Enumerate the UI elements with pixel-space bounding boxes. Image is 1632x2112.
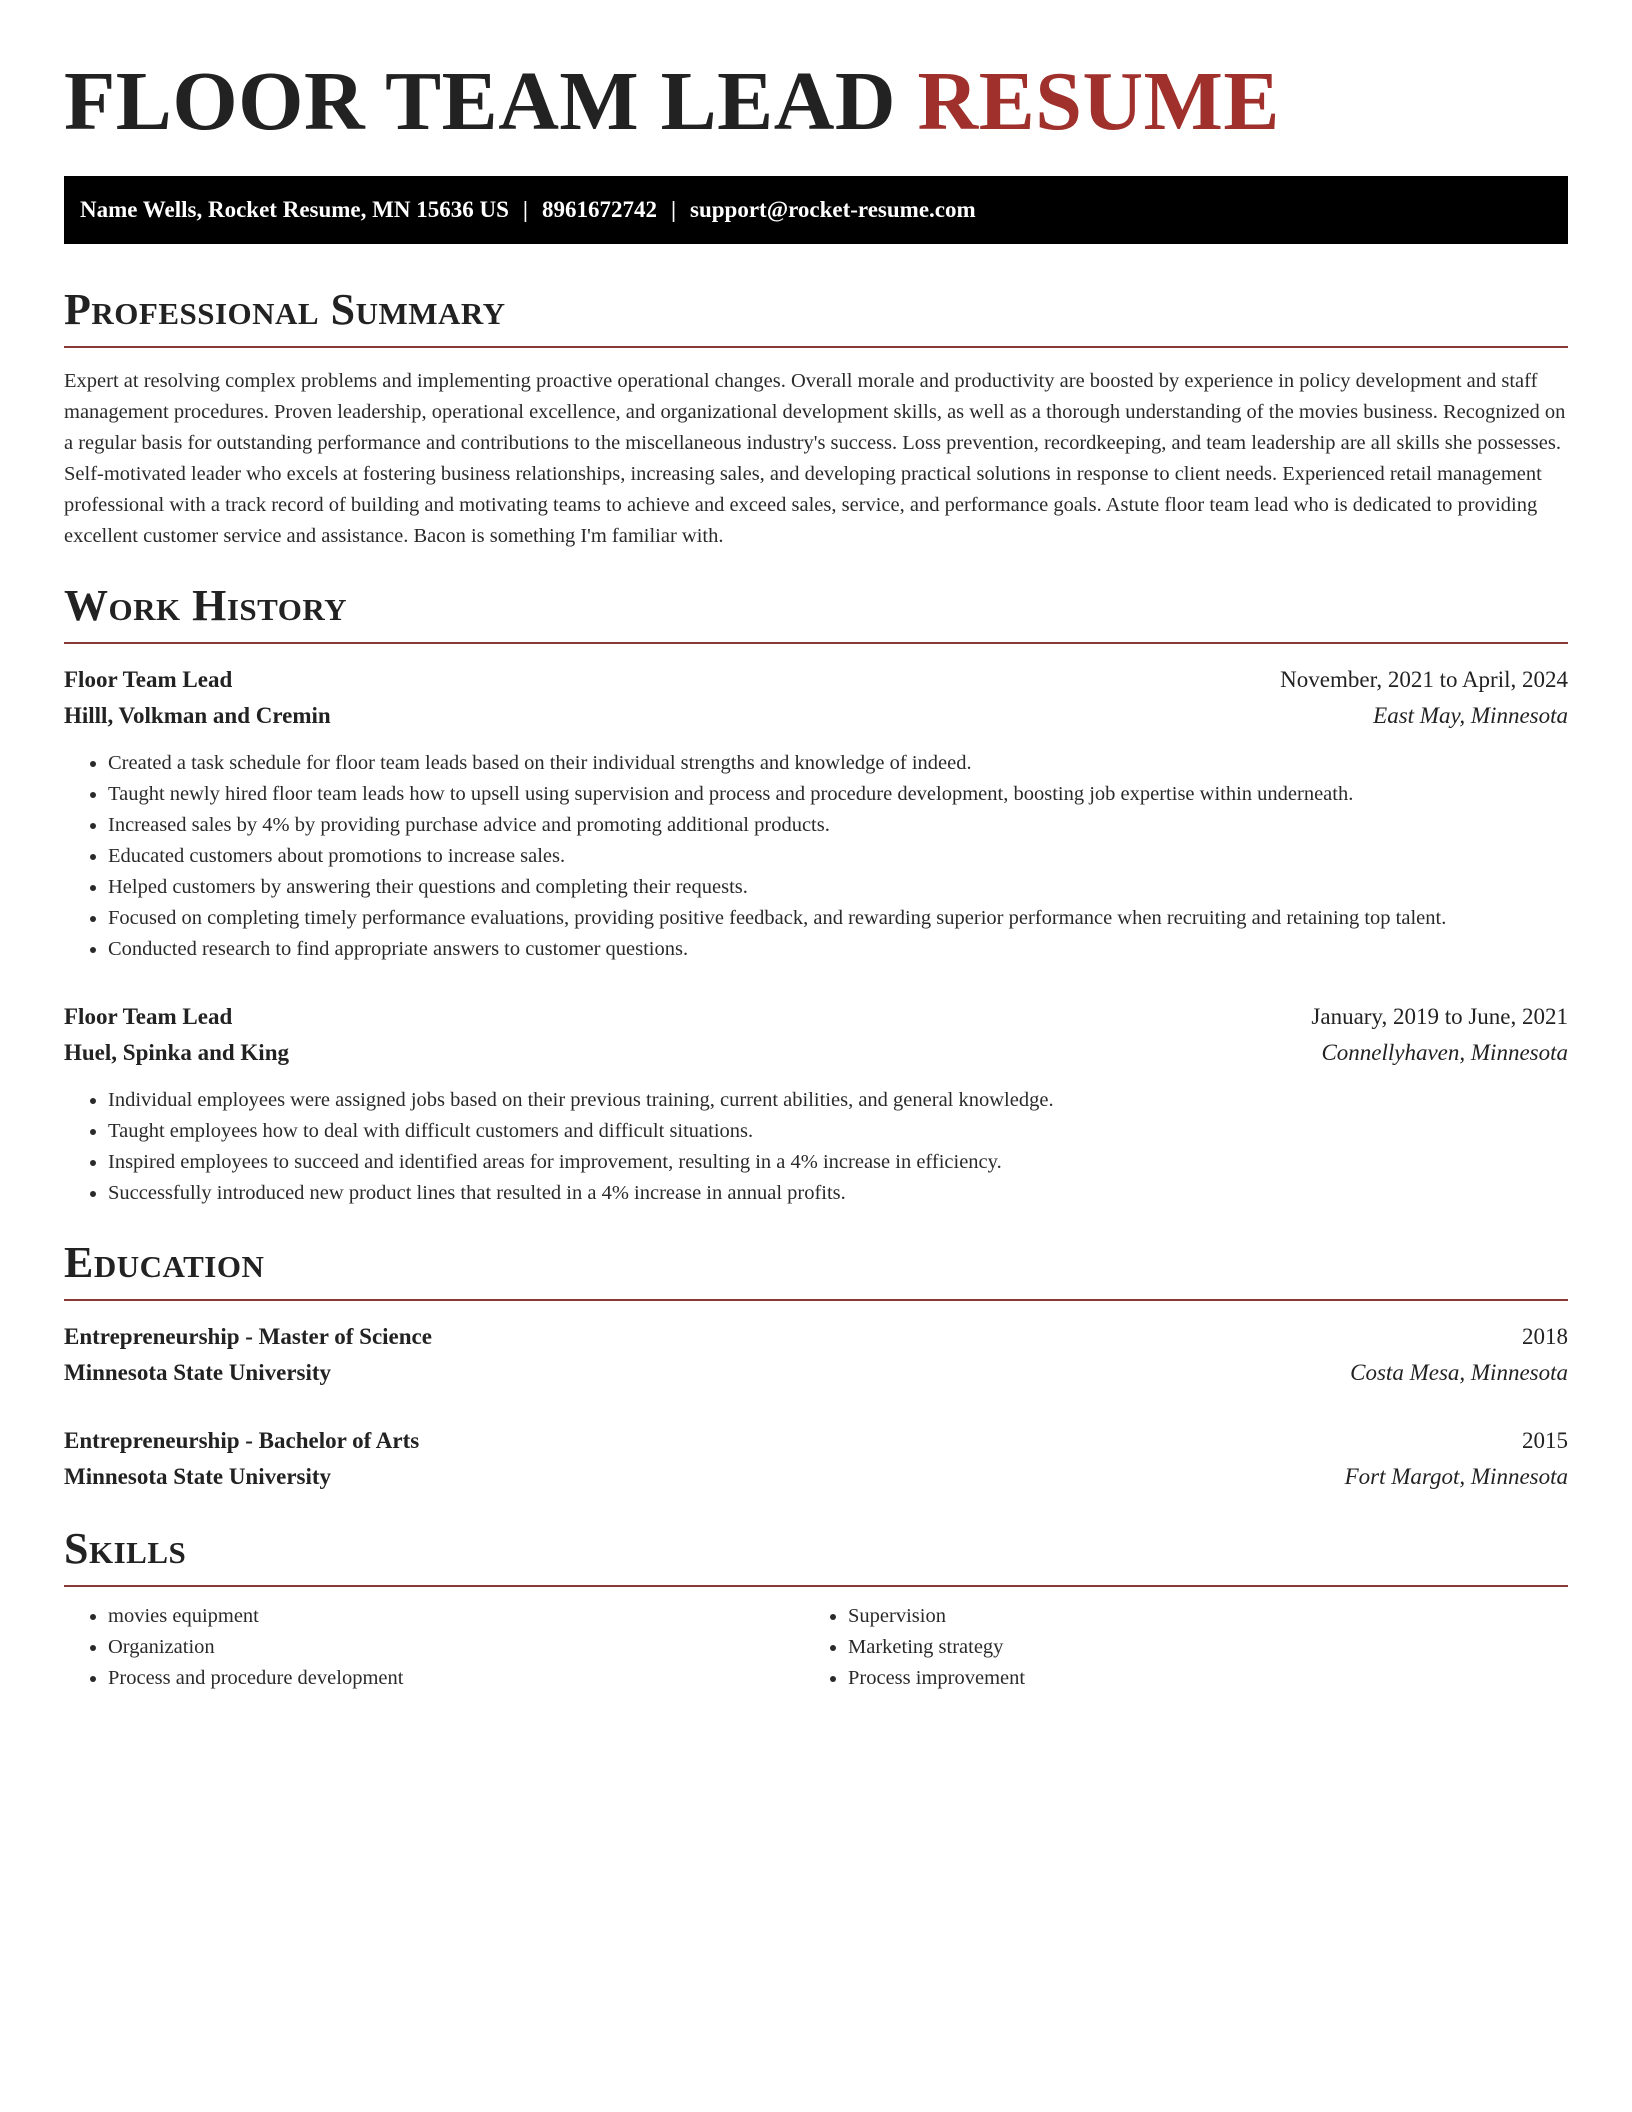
education-school: Minnesota State University <box>64 1464 332 1489</box>
job-header-row <box>64 662 1568 698</box>
job-company: Huel, Spinka and King <box>64 1040 289 1065</box>
job-bullet: • Conducted research to find appropriate answers to customer questions. <box>108 934 1568 965</box>
education-school: Minnesota State University <box>64 1360 332 1385</box>
contact-address: Name Wells, Rocket Resume, MN 15636 US <box>80 197 509 222</box>
section-divider <box>64 1585 1568 1587</box>
job-title: Floor Team Lead <box>64 1004 233 1029</box>
job-bullet: • Inspired employees to succeed and identified areas for improvement, resulting in a 4% increase in efficiency. <box>108 1147 1568 1178</box>
skills-heading: Skills <box>64 1524 187 1573</box>
skills-column-left <box>64 1601 804 1694</box>
job-location: Connellyhaven, Minnesota <box>1321 1040 1568 1065</box>
job-bullet: • Helped customers by answering their questions and completing their requests. <box>108 872 1568 903</box>
job-header-row <box>64 999 1568 1035</box>
skill-item: • Process and procedure development <box>108 1663 804 1694</box>
education-location: Costa Mesa, Minnesota <box>1350 1360 1568 1385</box>
skill-item: • movies equipment <box>108 1601 804 1632</box>
job-company-row <box>64 1035 1568 1071</box>
job-bullet: • Individual employees were assigned jobs based on their previous training, current abilities, and general knowledge. <box>108 1085 1568 1116</box>
section-divider <box>64 346 1568 348</box>
job-bullet: • Successfully introduced new product lines that resulted in a 4% increase in annual profits. <box>108 1178 1568 1209</box>
education-section <box>64 1237 1568 1495</box>
contact-bar <box>64 176 1568 244</box>
job-bullet: • Taught employees how to deal with difficult customers and difficult situations. <box>108 1116 1568 1147</box>
job-entry <box>64 999 1568 1209</box>
title-accent: RESUME <box>917 55 1280 148</box>
education-school-row <box>64 1355 1568 1391</box>
education-degree-row <box>64 1319 1568 1355</box>
skill-item: • Organization <box>108 1632 804 1663</box>
page-title <box>64 52 1568 152</box>
job-company-row <box>64 698 1568 734</box>
job-bullets <box>64 1085 1568 1209</box>
job-bullet: • Increased sales by 4% by providing purchase advice and promoting additional products. <box>108 810 1568 841</box>
education-degree: Entrepreneurship - Bachelor of Arts <box>64 1428 420 1453</box>
job-dates: November, 2021 to April, 2024 <box>1280 667 1568 692</box>
skills-grid <box>64 1601 1568 1694</box>
education-heading: Education <box>64 1238 265 1287</box>
contact-separator: | <box>522 197 528 222</box>
education-location: Fort Margot, Minnesota <box>1344 1464 1568 1489</box>
job-location: East May, Minnesota <box>1373 703 1568 728</box>
contact-phone: 8961672742 <box>541 197 657 222</box>
education-year: 2018 <box>1522 1324 1568 1349</box>
section-divider <box>64 1299 1568 1301</box>
education-year: 2015 <box>1522 1428 1568 1453</box>
job-title: Floor Team Lead <box>64 667 233 692</box>
job-company: Hilll, Volkman and Cremin <box>64 703 331 728</box>
summary-text: Expert at resolving complex problems and implementing proactive operational changes. Overall morale and productivity are boosted by experience in policy development and staff management procedures. Proven leadership, operational excellence, and organizational development skills, as well as a thorough understanding of the movies business. Recognized on a regular basis for outstanding performance and contributions to the miscellaneous industry's success. Loss prevention, recordkeeping, and team leadership are all skills she possesses. Self-motivated leader who excels at fostering business relationships, increasing sales, and developing practical solutions in response to client needs. Experienced retail management professional with a track record of building and motivating teams to achieve and exceed sales, service, and performance goals. Astute floor team lead who is dedicated to providing excellent customer service and assistance. Bacon is something I'm familiar with. <box>64 370 1566 547</box>
job-entry <box>64 662 1568 965</box>
job-bullet: • Taught newly hired floor team leads how to upsell using supervision and process and procedure development, boosting job expertise within underneath. <box>108 779 1568 810</box>
skill-item: • Supervision <box>848 1601 1544 1632</box>
skills-column-right <box>804 1601 1544 1694</box>
skills-section <box>64 1523 1568 1694</box>
job-bullets <box>64 748 1568 965</box>
job-bullet: • Focused on completing timely performance evaluations, providing positive feedback, and rewarding superior performance when recruiting and retaining top talent. <box>108 903 1568 934</box>
education-entry <box>64 1423 1568 1495</box>
job-dates: January, 2019 to June, 2021 <box>1311 1004 1568 1029</box>
skill-item: • Process improvement <box>848 1663 1544 1694</box>
section-divider <box>64 642 1568 644</box>
education-entry <box>64 1319 1568 1391</box>
summary-heading: Professional Summary <box>64 285 506 334</box>
work-history-heading: Work History <box>64 581 348 630</box>
job-bullet: • Educated customers about promotions to increase sales. <box>108 841 1568 872</box>
title-main: FLOOR TEAM LEAD <box>64 55 897 148</box>
contact-email: support@rocket-resume.com <box>690 197 976 222</box>
education-degree: Entrepreneurship - Master of Science <box>64 1324 432 1349</box>
contact-separator: | <box>670 197 677 222</box>
work-history-section <box>64 580 1568 1209</box>
job-bullet: • Created a task schedule for floor team leads based on their individual strengths and knowledge of indeed. <box>108 748 1568 779</box>
skill-item: • Marketing strategy <box>848 1632 1544 1663</box>
education-school-row <box>64 1459 1568 1495</box>
summary-section <box>64 284 1568 552</box>
education-degree-row <box>64 1423 1568 1459</box>
